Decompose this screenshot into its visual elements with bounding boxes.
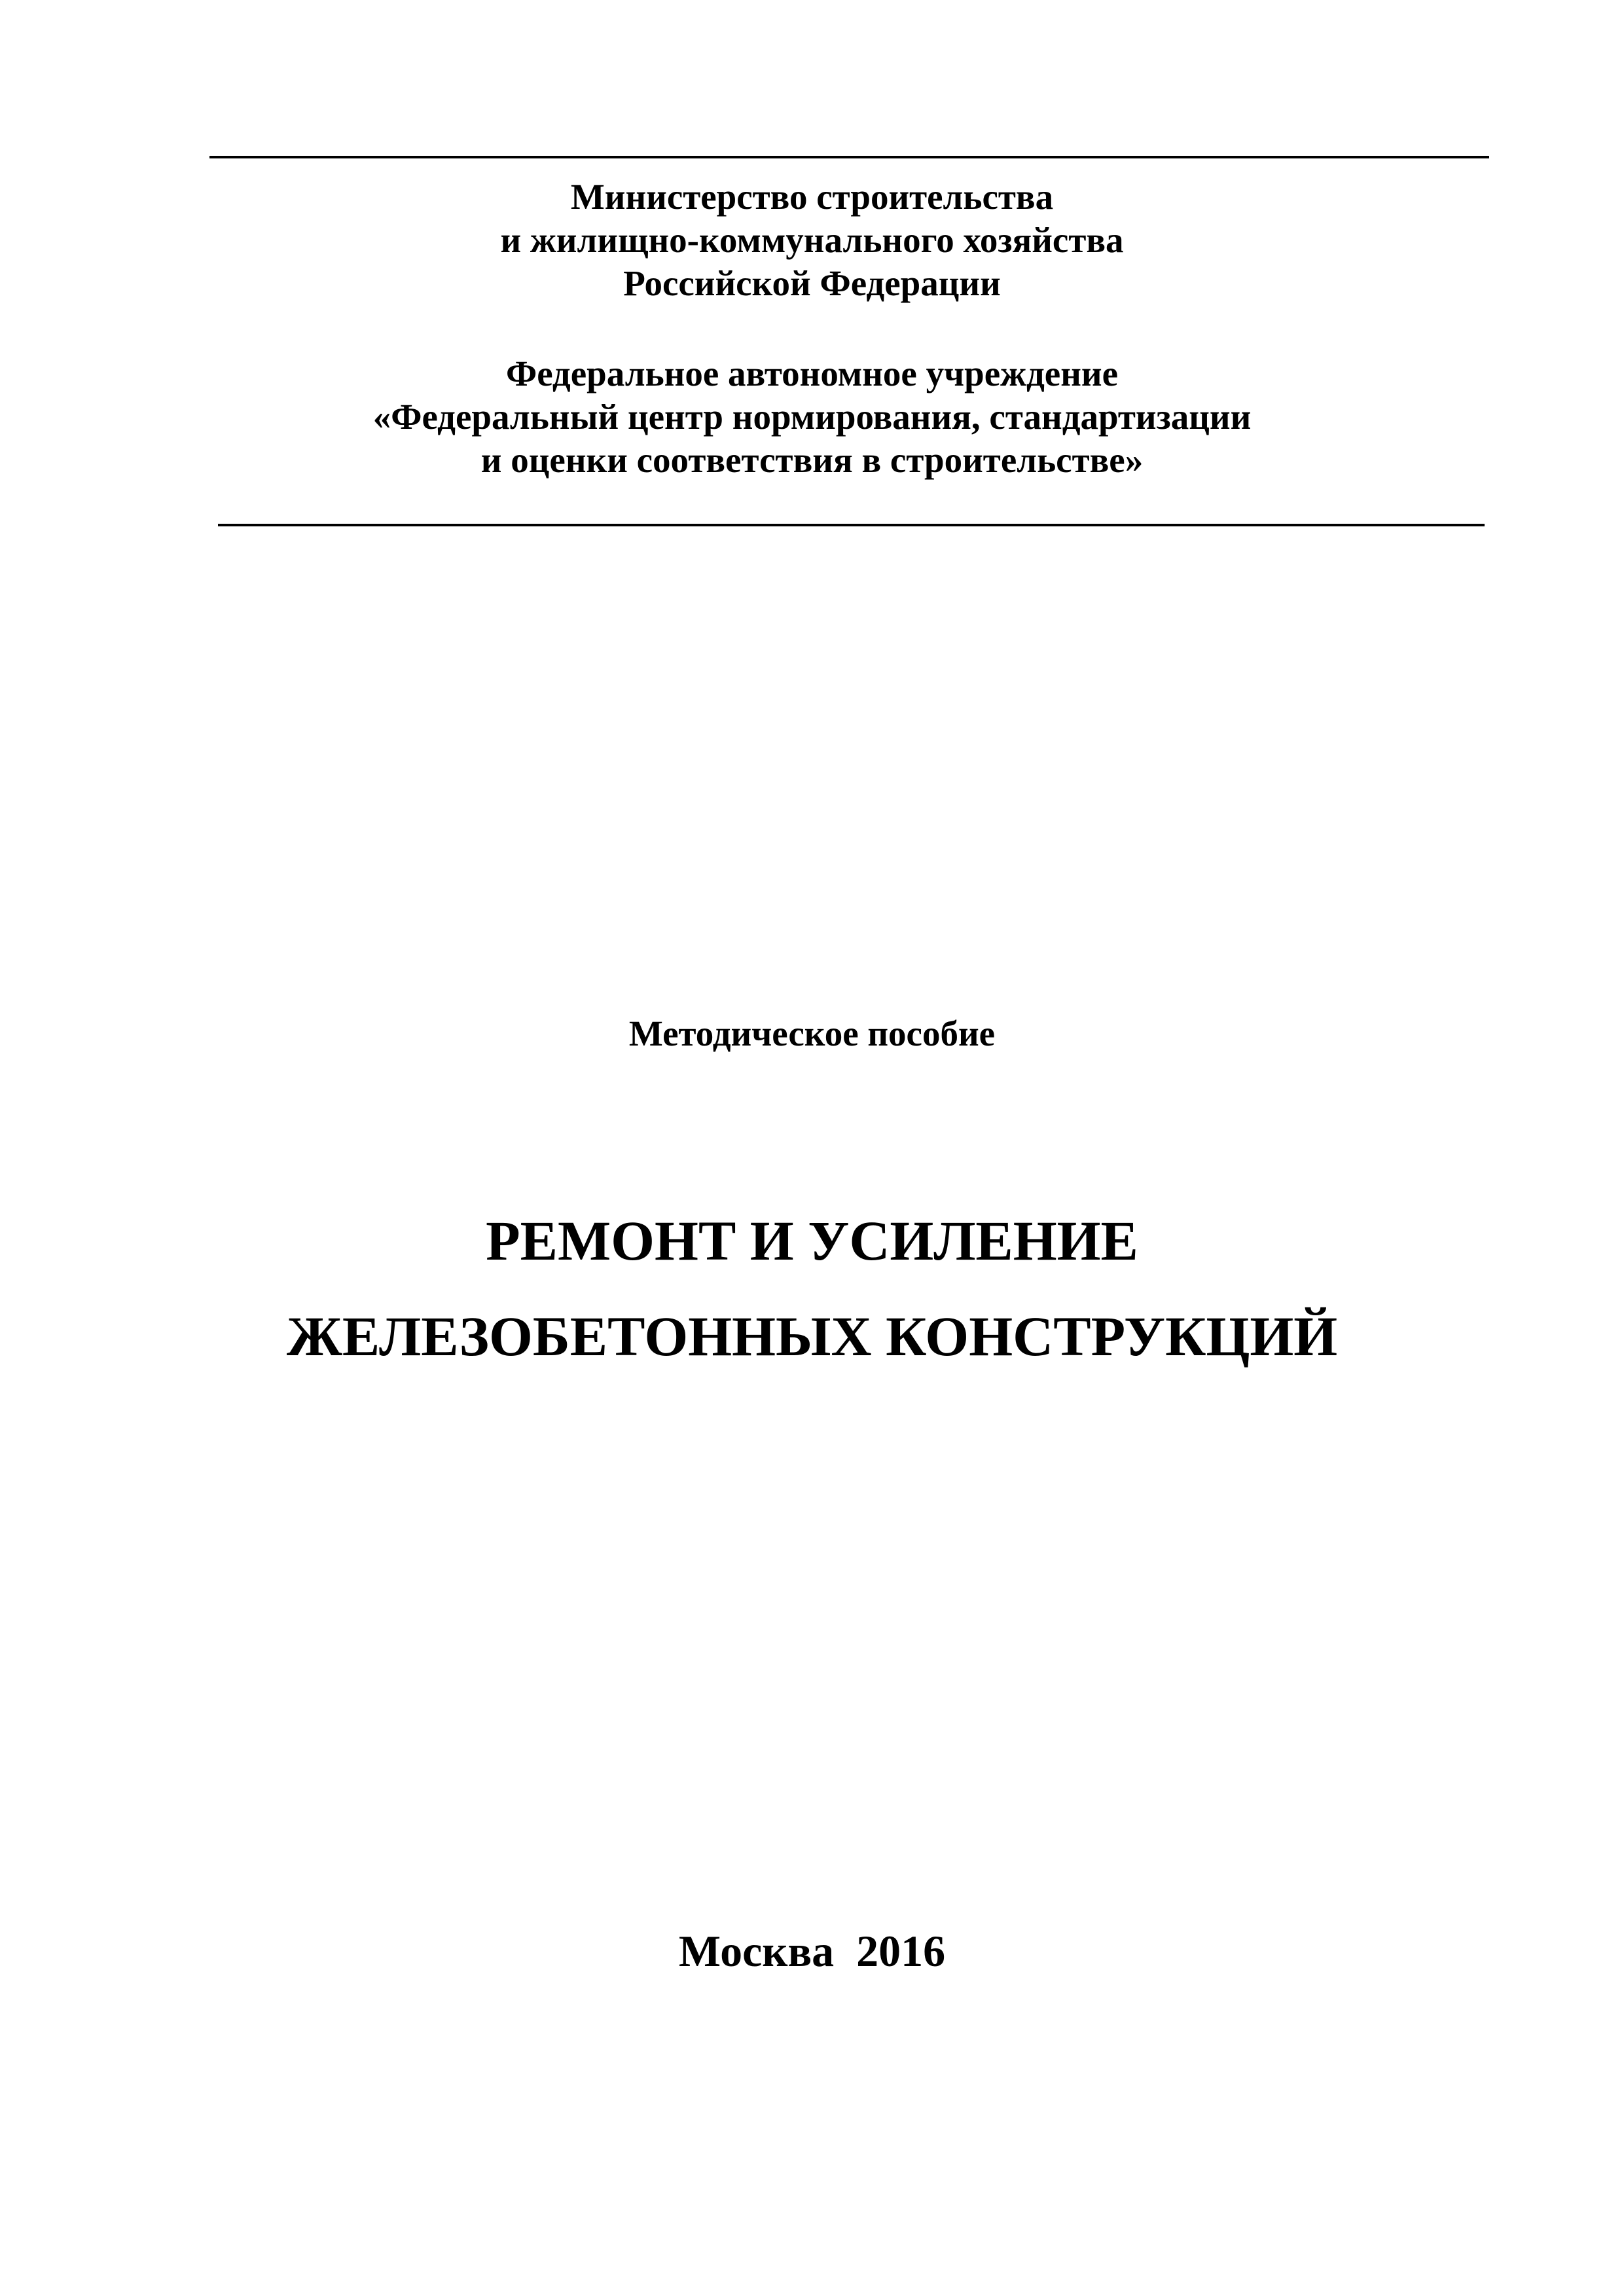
city-year: Москва 2016 (678, 1926, 946, 1976)
institution-name (0, 352, 1624, 482)
document-type: Методическое пособие (628, 1013, 996, 1053)
document-title (0, 1193, 1624, 1384)
ministry-name (0, 175, 1624, 305)
institution-line: Федеральное автономное учреждение (505, 354, 1119, 393)
top-divider (209, 156, 1489, 158)
bottom-divider (218, 524, 1485, 526)
ministry-line: Российской Федерации (623, 263, 1001, 303)
institution-line: «Федеральный центр нормирования, стандартизации (372, 397, 1252, 437)
institution-line: и оценки соответствия в строительстве» (480, 440, 1144, 480)
title-line: РЕМОНТ И УСИЛЕНИЕ (486, 1209, 1138, 1272)
ministry-line: Министерство строительства (570, 177, 1054, 217)
ministry-line: и жилищно-коммунального хозяйства (500, 220, 1124, 260)
title-line: ЖЕЛЕЗОБЕТОННЫХ КОНСТРУКЦИЙ (286, 1305, 1338, 1368)
